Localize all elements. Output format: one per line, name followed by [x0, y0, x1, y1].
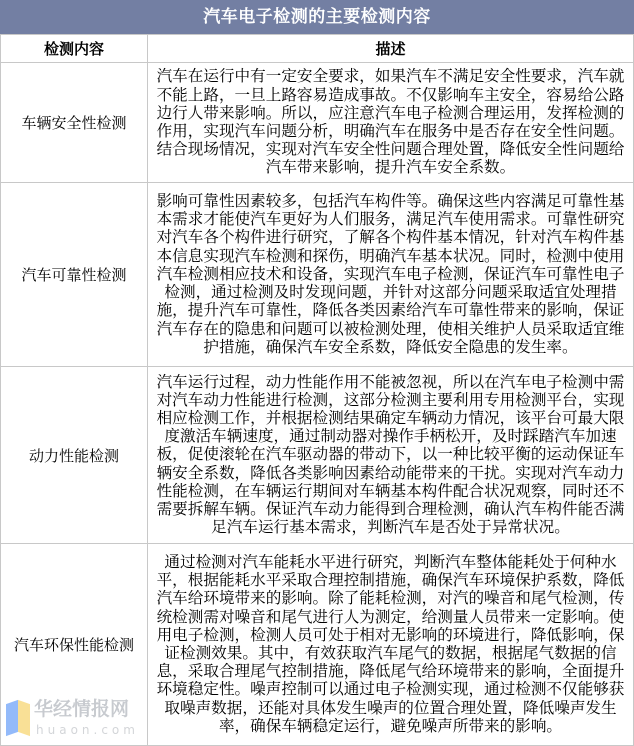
- column-header-category: 检测内容: [1, 35, 148, 63]
- category-cell: 车辆安全性检测: [1, 63, 148, 183]
- description-cell: 影响可靠性因素较多，包括汽车构件等。确保这些内容满足可靠性基本需求才能使汽车更好为人们服务，满足汽车使用需求。可靠性研究对汽车各个构件进行研究，了解各个构件基本情况，针对汽车构件基本信息实现汽车检测和探伤，明确汽车基本状况。同时，检测中使用汽车检测相应技术和设备，实现汽车电子检测，保证汽车可靠性电子检测，通过检测及时发现问题，并针对这部分问题采取适宜处理措施，提升汽车可靠性，降低各类因素给汽车可靠性带来的影响，保证汽车存在的隐患和问题可以被检测处理，使相关维护人员采取适宜维护措施，确保汽车安全系数，降低安全隐患的发生率。: [148, 183, 634, 367]
- category-cell: 动力性能检测: [1, 367, 148, 544]
- table-row: [1, 367, 634, 544]
- detection-table: [0, 34, 634, 746]
- watermark-url: huaon.com: [36, 723, 139, 737]
- category-cell: 汽车环保性能检测: [1, 544, 148, 746]
- table-title: 汽车电子检测的主要检测内容: [0, 0, 634, 34]
- column-header-description: 描述: [148, 35, 634, 63]
- category-cell: 汽车可靠性检测: [1, 183, 148, 367]
- header-row: [1, 35, 634, 63]
- description-cell: 汽车在运行中有一定安全要求，如果汽车不满足安全性要求，汽车就不能上路，一旦上路容易造成事故。不仅影响车主安全，容易给公路边行人带来影响。所以，应注意汽车电子检测合理运用，发挥检测的作用，实现汽车问题分析，明确汽车在服务中是否存在安全性问题。结合现场情况，实现对汽车安全性问题合理处置，降低安全性问题给汽车带来影响，提升汽车安全系数。: [148, 63, 634, 183]
- table-row: [1, 63, 634, 183]
- table-row: [1, 544, 634, 746]
- description-cell: 通过检测对汽车能耗水平进行研究，判断汽车整体能耗处于何种水平，根据能耗水平采取合理控制措施，确保汽车环境保护系数，降低汽车给环境带来的影响。除了能耗检测，对汽的噪音和尾气检测，传统检测需对噪音和尾气进行人为测定，给测量人员带来一定影响。使用电子检测，检测人员可处于相对无影响的环境进行，降低影响，保证检测效果。其中，有效获取汽车尾气的数据，根据尾气数据的信息，采取合理尾气控制措施，降低尾气给环境带来的影响，全面提升环境稳定性。噪声控制可以通过电子检测实现，通过检测不仅能够获取噪声数据，还能对具体发生噪声的位置合理处置，降低噪声发生率，确保车辆稳定运行，避免噪声所带来的影响。: [148, 544, 634, 746]
- watermark-text: 华经情报网: [34, 698, 130, 720]
- description-cell: 汽车运行过程，动力性能作用不能被忽视，所以在汽车电子检测中需对汽车动力性能进行检测，这部分检测主要利用专用检测平台，实现相应检测工作，并根据检测结果确定车辆动力情况，该平台可最大限度激活车辆速度，通过制动器对操作手柄松开，及时踩踏汽车加速板，促使滚轮在汽车驱动器的带动下，以一种比较平衡的运动保证车辆安全系数，降低各类影响因素给动能带来的干扰。实现对汽车动力性能检测，在车辆运行期间对车辆基本构件配合状况观察，同时还不需要拆解车辆。保证汽车动力能得到合理检测，确认汽车构件能否满足汽车运行基本需求，判断汽车是否处于异常状况。: [148, 367, 634, 544]
- table-row: [1, 183, 634, 367]
